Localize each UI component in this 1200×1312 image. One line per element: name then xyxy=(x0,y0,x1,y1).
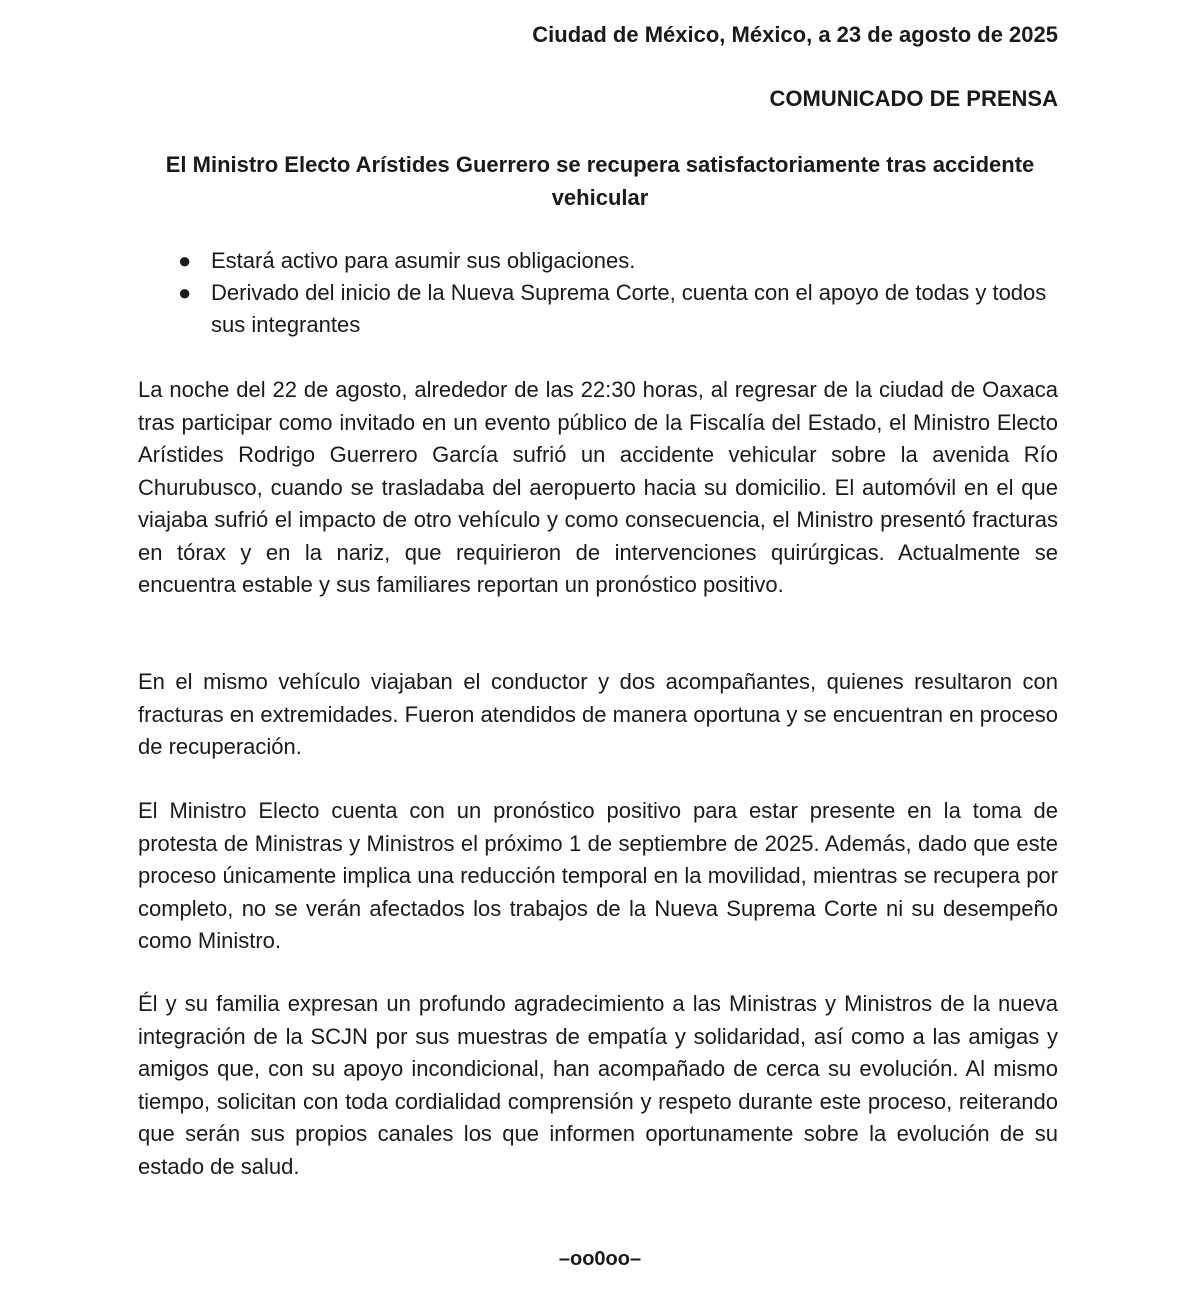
bullet-icon: ● xyxy=(178,248,192,273)
document-type: COMUNICADO DE PRENSA xyxy=(769,86,1058,111)
key-point xyxy=(138,245,1058,277)
body-paragraph: Él y su familia expresan un profundo agradecimiento a las Ministras y Ministros de la nueva integración de la SCJN por sus muestras de empatía y solidaridad, así como a las amigas y amigos que, con su apoyo incondicional, han acompañado de cerca su evolución. Al mismo tiempo, solicitan con toda cordialidad comprensión y respeto durante este proceso, reiterando que serán sus propios canales los que informen oportunamente sobre la evolución de su estado de salud. xyxy=(138,991,1058,1179)
key-point-text: Estará activo para asumir sus obligaciones. xyxy=(211,248,636,273)
body-paragraph: La noche del 22 de agosto, alrededor de las 22:30 horas, al regresar de la ciudad de Oaxaca tras participar como invitado en un evento público de la Fiscalía del Estado, el Ministro Electo Arístides Rodrigo Guerrero García sufrió un accidente vehicular sobre la avenida Río Churubusco, cuando se trasladaba del aeropuerto hacia su domicilio. El automóvil en el que viajaba sufrió el impacto de otro vehículo y como consecuencia, el Ministro presentó fracturas en tórax y en la nariz, que requirieron de intervenciones quirúrgicas. Actualmente se encuentra estable y sus familiares reportan un pronóstico positivo. xyxy=(138,377,1058,597)
place-date: Ciudad de México, México, a 23 de agosto de 2025 xyxy=(532,22,1058,47)
body-paragraph: El Ministro Electo cuenta con un pronóstico positivo para estar presente en la toma de protesta de Ministras y Ministros el próximo 1 de septiembre de 2025. Además, dado que este proceso únicamente implica una reducción temporal en la movilidad, mientras se recupera por completo, no se verán afectados los trabajos de la Nueva Suprema Corte ni su desempeño como Ministro. xyxy=(138,798,1058,953)
body-paragraph: En el mismo vehículo viajaban el conductor y dos acompañantes, quienes resultaron con fracturas en extremidades. Fueron atendidos de manera oportuna y se encuentran en proceso de recuperación. xyxy=(138,669,1058,759)
key-point-text: Derivado del inicio de la Nueva Suprema Corte, cuenta con el apoyo de todas y todos sus integrantes xyxy=(211,280,1047,337)
key-point xyxy=(138,277,1058,341)
closing-mark: –oo0oo– xyxy=(558,1248,642,1270)
headline: El Ministro Electo Arístides Guerrero se recupera satisfactoriamente tras accidente vehicular xyxy=(165,152,1035,210)
bullet-icon: ● xyxy=(178,280,192,305)
key-points-list xyxy=(138,245,1058,341)
